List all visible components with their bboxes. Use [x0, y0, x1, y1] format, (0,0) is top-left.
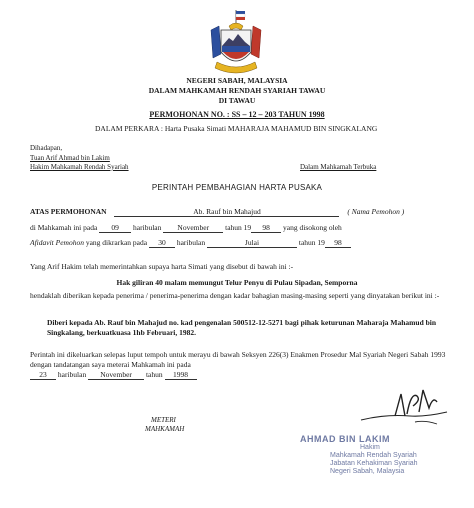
- matter-line: [95, 124, 377, 133]
- judge-title: Hakim Mahkamah Rendah Syariah: [30, 163, 129, 171]
- affidavit-day: 30: [149, 239, 175, 248]
- hearing-month: November: [163, 224, 223, 233]
- issuance-text: Perintah ini dikeluarkan selepas luput tempoh untuk merayu di bawah Seksyen 226(3) Enakmen Prosedur Mal Syariah Negeri Sabah 1993 dengan tandatangan saya meterai Mahkamah ini pada: [30, 350, 446, 369]
- applicant-name: Ab. Rauf bin Mahajud: [114, 208, 339, 217]
- award-text: Diberi kepada Ab. Rauf bin Mahajud no. kad pengenalan 500512-12-5271 bagi pihak keturunan Maharaja Mahamud bin Singkalang, berkuatkuasa 1hb Februari, 1982.: [47, 318, 437, 337]
- matter-label: DALAM PERKARA :: [95, 124, 163, 133]
- stamp-line-3: Jabatan Kehakiman Syariah: [330, 460, 418, 467]
- header-court: DALAM MAHKAMAH RENDAH SYARIAH TAWAU: [148, 86, 326, 95]
- stamp-name: AHMAD BIN LAKIM: [300, 434, 390, 444]
- issue-day-label: haribulan: [57, 370, 87, 379]
- affidavit-mid: yang dikrarkan pada: [85, 238, 148, 247]
- matter-text: Harta Pusaka Simati MAHARAJA MAHAMUD BIN SINGKALANG: [164, 124, 378, 133]
- issuance-date-line: [30, 370, 197, 380]
- issue-day: 23: [30, 371, 56, 380]
- judge-name: Tuan Arif Ahmad bin Lakim: [30, 154, 110, 162]
- application-line: [30, 207, 404, 217]
- application-label: ATAS PERMOHONAN: [30, 207, 107, 216]
- stamp-line-4: Negeri Sabah, Malaysia: [330, 468, 405, 475]
- sabah-coat-of-arms-icon: [205, 8, 267, 78]
- case-number: PERMOHONAN NO. : SS – 12 – 203 TAHUN 1998: [149, 110, 325, 119]
- distribution-text: hendaklah diberikan kepada penerima / penerima-penerima dengan kadar bahagian masing-masing seperti yang dinyatakan berikut ini :-: [30, 291, 440, 300]
- handwritten-signature-icon: [355, 386, 455, 434]
- issue-year-label: tahun: [145, 370, 163, 379]
- stamp-line-1: Hakim: [360, 444, 380, 451]
- hearing-line: [30, 223, 342, 233]
- header-state: NEGERI SABAH, MALAYSIA: [186, 76, 288, 85]
- header-location: DI TAWAU: [218, 96, 256, 105]
- hearing-day: 09: [99, 224, 131, 233]
- affidavit-day-label: haribulan: [176, 238, 206, 247]
- issue-year: 1998: [165, 371, 197, 380]
- issue-month: November: [88, 371, 144, 380]
- estate-item: Hak giliran 40 malam memungut Telur Penyu di Pulau Sipadan, Semporna: [116, 278, 358, 287]
- affidavit-line: [30, 238, 351, 248]
- affidavit-year: 98: [325, 239, 351, 248]
- order-title: PERINTAH PEMBAHAGIAN HARTA PUSAKA: [151, 183, 323, 192]
- seal-line-1: METERI: [151, 416, 176, 424]
- affidavit-month: Julai: [207, 239, 297, 248]
- affidavit-label: Afidavit Pemohon: [30, 238, 84, 247]
- stamp-line-2: Mahkamah Rendah Syariah: [330, 452, 417, 459]
- court-type: Dalam Mahkamah Terbuka: [300, 163, 377, 171]
- hearing-year: 98: [251, 224, 281, 233]
- hearing-prefix: di Mahkamah ini pada: [30, 223, 98, 232]
- before-label: Dihadapan,: [30, 144, 63, 152]
- seal-line-2: MAHKAMAH: [145, 425, 185, 433]
- hearing-suffix: yang disokong oleh: [283, 223, 342, 232]
- affidavit-year-label: tahun 19: [298, 238, 325, 247]
- order-intro: Yang Arif Hakim telah memerintahkan supaya harta Simati yang disebut di bawah ini :-: [30, 262, 294, 271]
- applicant-note: ( Nama Pemohon ): [347, 207, 405, 216]
- hearing-day-label: haribulan: [133, 223, 162, 232]
- hearing-year-label: tahun 19: [225, 223, 252, 232]
